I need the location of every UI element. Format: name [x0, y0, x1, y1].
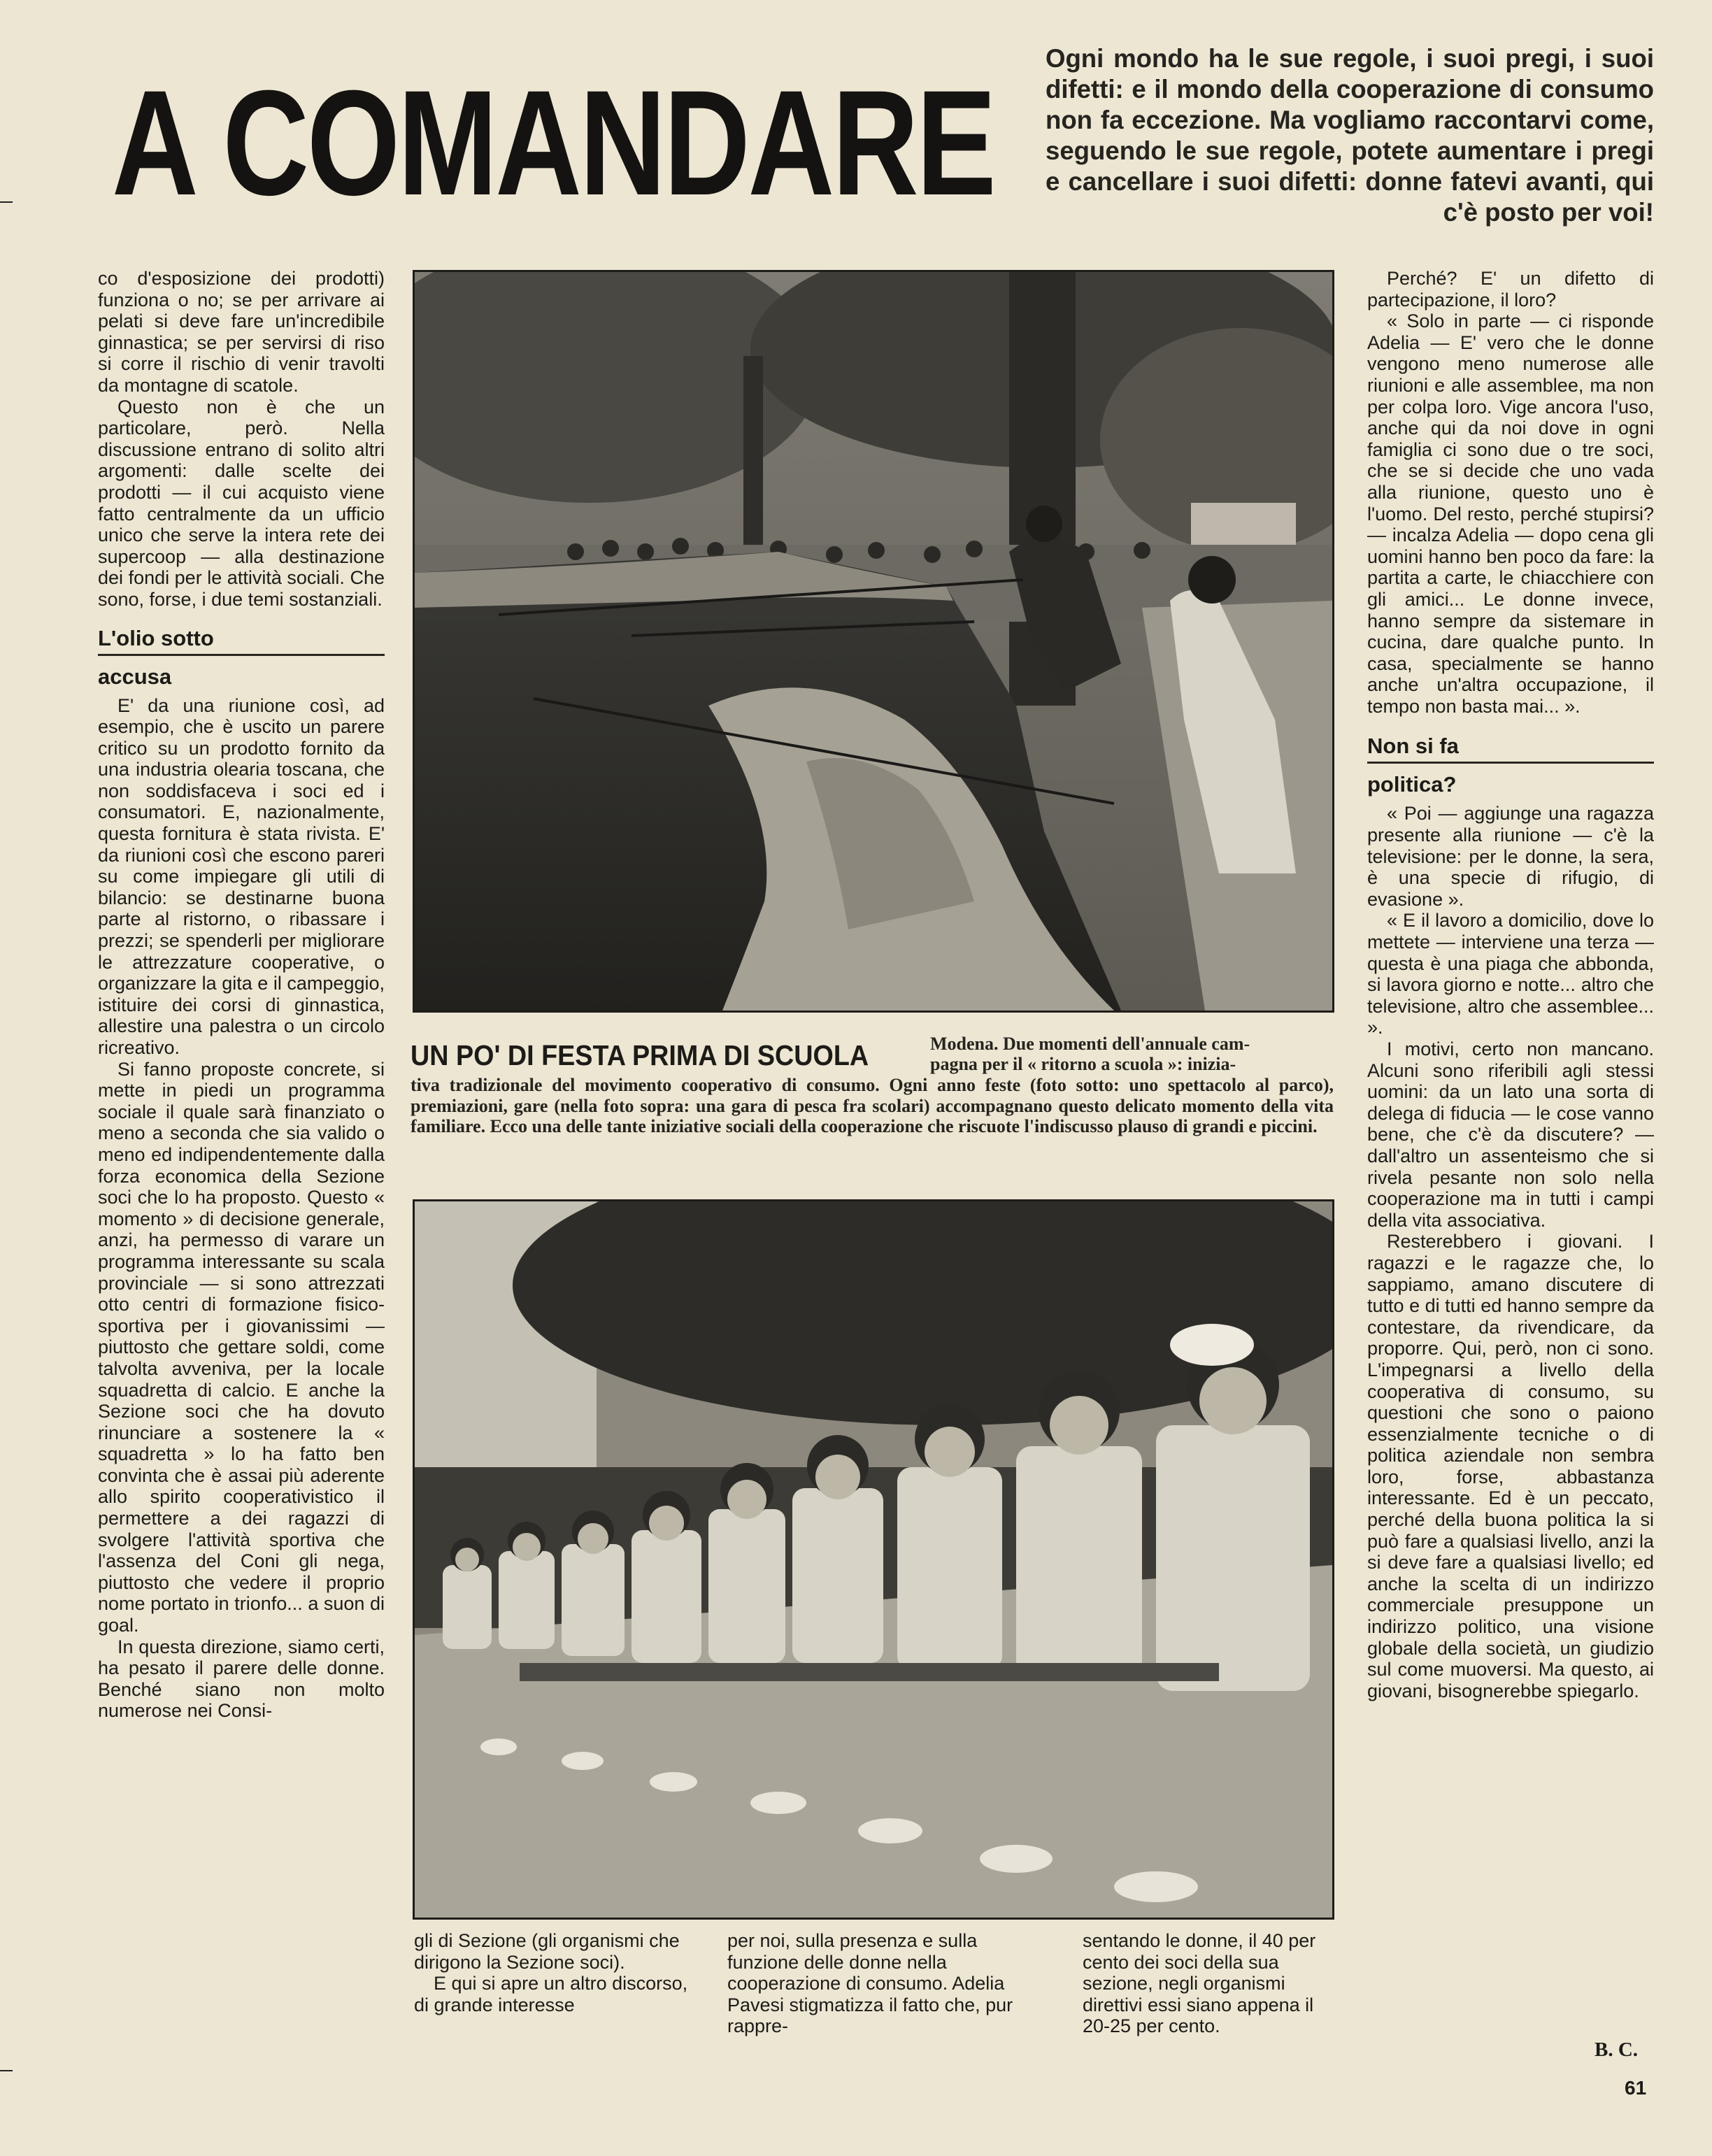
paragraph: In questa direzione, siamo certi, ha pesato il parere delle donne. Benché siano non molto numerose nei Consi- — [98, 1636, 385, 1722]
paragraph: per noi, sulla presenza e sulla funzione delle donne nella cooperazione di consumo. Adelia Pavesi stigmatizza il fatto che, pur rappre- — [727, 1930, 1013, 2037]
subheading-rule — [98, 654, 385, 656]
subheading: politica? — [1367, 772, 1457, 797]
paragraph: « Solo in parte — ci risponde Adelia — E' vero che le donne vengono meno numerose alle riunioni e alle assemblee, ma non per colpa loro. Vige ancora l'uso, anche qui da noi dove in ogni famiglia ci sono due o tre soci, che se si decide che uno vada alla riunione, questo uno è l'uomo. Del resto, perché stupirsi? — incalza Adelia — dopo cena gli uomini hanno ben poco da fare: la partita a carte, le chiacchiere con gli amici... Le donne invece, hanno sempre da sistemare in cucina, dare qualche punto. In casa, specialmente se hanno anche un'altra occupazione, il tempo non basta mai... ». — [1367, 310, 1654, 717]
bottom-column-2 — [727, 1930, 1021, 2037]
paragraph: E' da una riunione così, ad esempio, che è uscito un parere critico su un prodotto fornito da una industria olearia toscana, che non soddisfaceva i soci ed i consumatori. E, nazionalmente, questa fornitura è stata rivista. E' da riunioni così che escono pareri su come impiegare gli utili di bilancio: se destinarne buona parte al ristorno, o ribassare i prezzi; se spenderli per migliorare le attrezzature cooperative, o organizzare la gita e il campeggio, istituire dei corsi di ginnastica, allestire una palestra o un circolo ricreativo. — [98, 694, 385, 1058]
photo-children-image — [415, 1201, 1332, 1918]
paragraph: gli di Sezione (gli organismi che dirigono la Sezione soci). — [414, 1930, 680, 1973]
caption-line: Modena. Due momenti dell'annuale cam- — [930, 1034, 1250, 1054]
margin-tick — [0, 2070, 13, 2071]
paragraph: Si fanno proposte concrete, si mette in piedi un programma sociale il quale sarà finanziato o meno a seconda che sia valido o meno ed indipendentemente dalla forza economica della Sezione soci che lo ha proposto. Questo « momento » di decisione generale, anzi, ha permesso di varare un programma interessante su scala provinciale — si sono attrezzati otto centri di formazione fisico-sportiva per i giovanissimi — piuttosto che gettare soldi, come talvolta avveniva, per la locale squadretta di calcio. E anche la Sezione soci che ha dovuto rinunciare a sostenere la « squadretta » lo ha fatto ben convinta che è assai più aderente allo spirito cooperativistico il permettere a dei ragazzi di svolgere l'attività sportiva che l'assenza del Coni gli nega, piuttosto che vedere il proprio nome portato in trionfo... a suon di goal. — [98, 1058, 385, 1636]
caption-title: UN PO' DI FESTA PRIMA DI SCUOLA — [411, 1039, 869, 1071]
subheading-rule — [1367, 762, 1654, 764]
left-column — [98, 268, 385, 1722]
subheading: accusa — [98, 664, 172, 689]
paragraph: co d'esposizione dei prodotti) funziona o no; se per arrivare ai pelati si deve fare un'incredibile ginnastica; se per servirsi di riso si corre il rischio di venir travolti da montagne di scatole. — [98, 268, 385, 396]
paragraph: Perché? E' un difetto di partecipazione, il loro? — [1367, 268, 1654, 310]
paragraph: « Poi — aggiunge una ragazza presente alla riunione — c'è la televisione: per le donne, la sera, è una specie di rifugio, di evasione ». — [1367, 803, 1654, 910]
paragraph: E qui si apre un altro discorso, di grande interesse — [414, 1973, 688, 2015]
paragraph: Questo non è che un particolare, però. Nella discussione entrano di solito altri argomenti: dalle scelte dei prodotti — il cui acquisto viene fatto centralmente da un ufficio unico che serve la intera rete dei supercoop — alla destinazione dei fondi per le attività sociali. Che sono, forse, i due temi sostanziali. — [98, 396, 385, 610]
photo-fishing-contest — [413, 270, 1334, 1013]
subheading: L'olio sotto — [98, 625, 214, 650]
caption-body: tiva tradizionale del movimento cooperativo di consumo. Ogni anno feste (foto sotto: uno spettacolo al parco), premiazioni, gare (nella foto sopra: una gara di pesca fra scolari) accompagnano questo delicato momento della vita familiare. Ecco una delle tante iniziative sociali della cooperazione che riscuote l'indiscusso plauso di grandi e piccini. — [411, 1075, 1334, 1136]
author-signature: B. C. — [1595, 2039, 1639, 2061]
page-title: A COMANDARE — [112, 59, 994, 227]
intro-paragraph: Ogni mondo ha le sue regole, i suoi pregi, i suoi difetti: e il mondo della cooperazione di consumo non fa eccezione. Ma vogliamo raccontarvi come, seguendo le sue regole, potete aumentare i pregi e cancellare i suoi difetti: donne fatevi avanti, qui c'è posto per voi! — [1046, 44, 1654, 227]
photo-children-show — [413, 1199, 1334, 1920]
margin-tick — [0, 201, 13, 203]
paragraph: I motivi, certo non mancano. Alcuni sono riferibili agli stessi uomini: da un lato una sorta di delega di fiducia — le cose vanno bene, che c'è da discutere? — dall'altro un assenteismo che si rivela pesante non solo nella cooperazione ma in tutti i campi della vita associativa. — [1367, 1038, 1654, 1231]
paragraph: Resterebbero i giovani. I ragazzi e le ragazze che, lo sappiamo, amano discutere di tutto e di tutti ed hanno sempre da contestare, da rivendicare, da proporre. Qui, però, non ci sono. L'impegnarsi a livello della cooperativa di consumo, su questioni che sono o paiono essenzialmente tecniche o di politica aziendale non sembra loro, forse, abbastanza interessante. Ed è un peccato, perché della buona politica la si può fare a qualsiasi livello, anzi la si deve fare a qualsiasi livello; ed anche la scelta di un indirizzo commerciale presuppone un indirizzo politico, una visione globale della società, un giudizio sul come muoversi. Ma questo, ai giovani, bisognerebbe spiegarlo. — [1367, 1231, 1654, 1701]
bottom-column-3 — [1083, 1930, 1334, 2037]
paragraph: « E il lavoro a domicilio, dove lo mettete — interviene una terza — questa è una piaga che abbonda, si lavora giorno e notte... altro che televisione, altro che assemblee... ». — [1367, 910, 1654, 1038]
page-number: 61 — [1625, 2077, 1647, 2099]
subheading: Non si fa — [1367, 734, 1459, 759]
paragraph: sentando le donne, il 40 per cento dei soci della sua sezione, negli organismi direttivi essi siano appena il 20-25 per cento. — [1083, 1930, 1316, 2037]
bottom-column-1 — [414, 1930, 694, 2015]
right-column — [1367, 268, 1654, 1701]
caption-line: pagna per il « ritorno a scuola »: inizia- — [930, 1054, 1236, 1074]
photo-fishing-image — [415, 272, 1332, 1011]
